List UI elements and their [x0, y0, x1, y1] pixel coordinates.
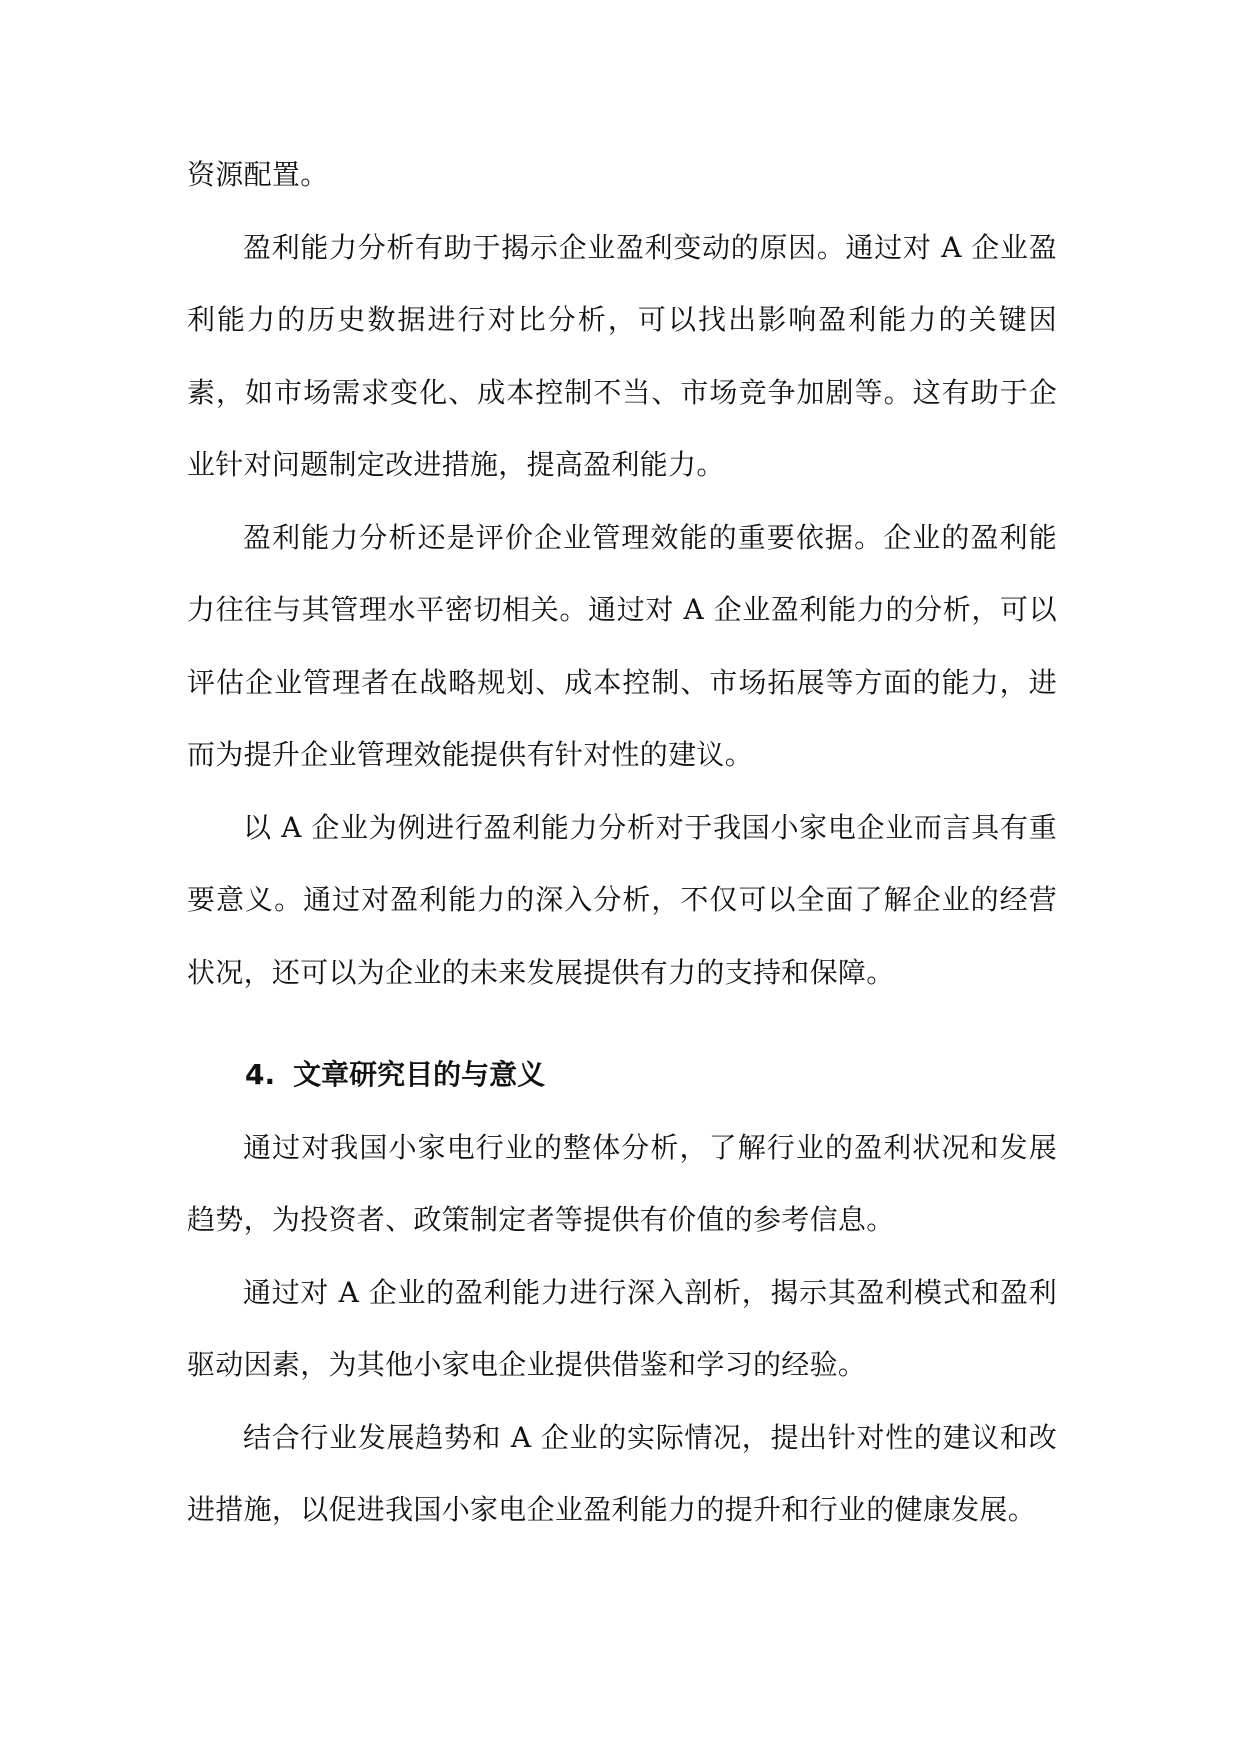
paragraph-enterprise: 通过对 A 企业的盈利能力进行深入剖析，揭示其盈利模式和盈利驱动因素，为其他小家电企业提供借鉴和学习的经验。 [187, 1275, 1057, 1381]
section-heading [187, 1039, 1057, 1112]
continuation-text: 资源配置。 [187, 158, 329, 191]
document-body [187, 139, 1057, 1547]
paragraph-industry: 通过对我国小家电行业的整体分析，了解行业的盈利状况和发展趋势，为投资者、政策制定者等提供有价值的参考信息。 [187, 1130, 1057, 1236]
paragraph-significance: 以 A 企业为例进行盈利能力分析对于我国小家电企业而言具有重要意义。通过对盈利能力的深入分析，不仅可以全面了解企业的经营状况，还可以为企业的未来发展提供有力的支持和保障。 [187, 810, 1057, 989]
paragraph-reasons: 盈利能力分析有助于揭示企业盈利变动的原因。通过对 A 企业盈利能力的历史数据进行对比分析，可以找出影响盈利能力的关键因素，如市场需求变化、成本控制不当、市场竞争加剧等。这有助于企业针对问题制定改进措施，提高盈利能力。 [187, 230, 1057, 481]
section-title: 文章研究目的与意义 [293, 1058, 546, 1091]
paragraph-management: 盈利能力分析还是评价企业管理效能的重要依据。企业的盈利能力往往与其管理水平密切相关。通过对 A 企业盈利能力的分析，可以评估企业管理者在战略规划、成本控制、市场拓展等方面的能力，进而为提升企业管理效能提供有针对性的建议。 [187, 520, 1057, 771]
section-number: 4. [245, 1058, 276, 1091]
paragraph-suggestions: 结合行业发展趋势和 A 企业的实际情况，提出针对性的建议和改进措施，以促进我国小家电企业盈利能力的提升和行业的健康发展。 [187, 1420, 1057, 1526]
